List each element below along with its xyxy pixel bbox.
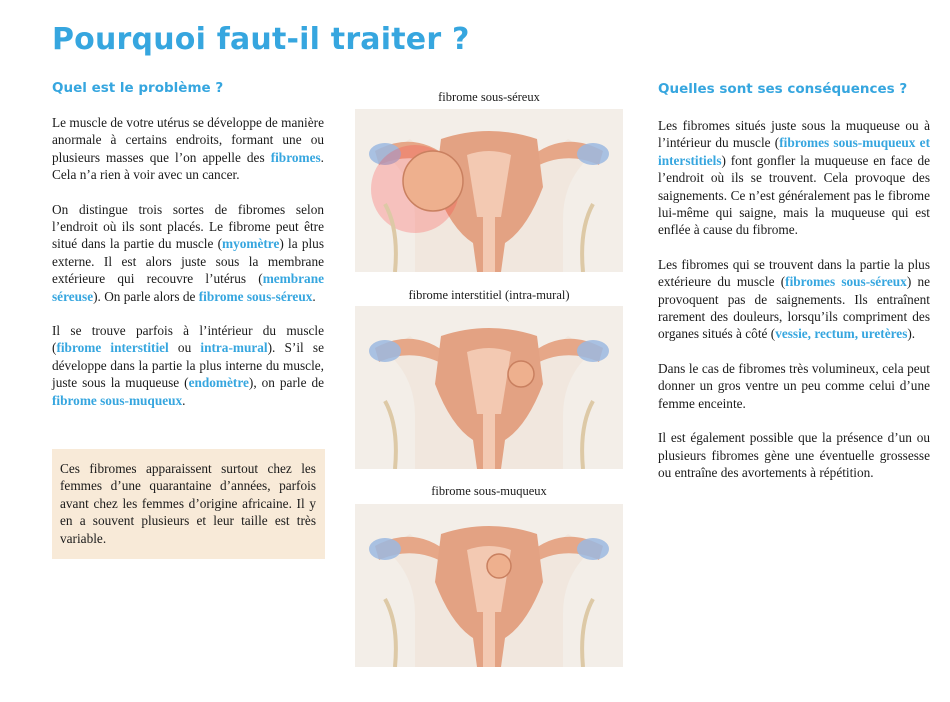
text-run: ). S’il se développe dans la partie la plus interne du muscle, juste sous la muqueuse ( bbox=[52, 340, 324, 391]
text-run: ) ne provoquent pas de saignements. Ils entraînent rarement des douleurs, lorsqu’ils compriment des organes situés à côté ( bbox=[658, 274, 931, 342]
text-run: ou bbox=[168, 340, 201, 356]
left-column bbox=[52, 114, 324, 426]
text-run: Dans le cas de fibromes très volumineux, cela peut donner un gros ventre un peu comme celui d’une femme enceinte. bbox=[658, 360, 930, 411]
caption-sous-sereux: fibrome sous-séreux bbox=[438, 90, 540, 104]
text-run: Le muscle de votre utérus se développe de manière anormale à certains endroits, formant une ou plusieurs masses que l’on appelle des bbox=[52, 115, 324, 165]
highlight-term: membrane séreuse bbox=[52, 271, 324, 304]
text-run: ) font gonfler la muqueuse en face de l’endroit où ils se trouvent. Cela provoque des saignements. Ce n’est généralement pas le fibrome lui-même qui saigne, mais la muqueuse qui est enflée à cause du fibrome. bbox=[658, 152, 930, 238]
text-run: ), on parle de bbox=[248, 375, 324, 391]
text-run: . bbox=[312, 288, 316, 304]
right-column bbox=[658, 117, 930, 498]
highlight-term: endomètre bbox=[188, 375, 249, 391]
text-run: Il se trouve parfois à l’intérieur du muscle ( bbox=[52, 323, 324, 356]
left-paragraph-3 bbox=[52, 322, 324, 409]
page-title: Pourquoi faut-il traiter ? bbox=[52, 22, 470, 57]
highlight-term: vessie, rectum, uretères bbox=[775, 326, 908, 342]
text-run: ) la plus externe. Il est alors juste sous la membrane extérieure qui recouvre l’utérus ( bbox=[52, 236, 324, 287]
left-paragraph-1 bbox=[52, 114, 324, 184]
text-run: Les fibromes qui se trouvent dans la partie la plus extérieure du muscle ( bbox=[658, 256, 930, 290]
right-paragraph-3 bbox=[658, 360, 930, 412]
illustration-sous-sereux bbox=[355, 109, 623, 272]
info-note-text: Ces fibromes apparaissent surtout chez les femmes d’une quarantaine d’années, parfois avant chez les femmes d’origine africaine. Il y en a souvent plusieurs et leur taille est très variable. bbox=[60, 461, 316, 546]
highlight-term: fibrome sous-muqueux bbox=[52, 392, 183, 408]
right-paragraph-1 bbox=[658, 117, 930, 239]
text-run: Les fibromes situés juste sous la muqueuse ou à l’intérieur du muscle ( bbox=[658, 118, 930, 151]
caption-interstitiel: fibrome interstitiel (intra-mural) bbox=[408, 288, 570, 302]
right-heading: Quelles sont ses conséquences ? bbox=[658, 81, 908, 97]
info-note bbox=[52, 449, 325, 559]
text-run: On distingue trois sortes de fibromes selon l’endroit où ils sont placés. Le fibrome peut être situé dans la partie du muscle ( bbox=[52, 201, 324, 252]
text-run: . bbox=[182, 392, 186, 408]
text-run: ). bbox=[907, 326, 916, 342]
caption-sous-muqueux: fibrome sous-muqueux bbox=[431, 484, 547, 498]
highlight-term: fibrome sous-séreux bbox=[198, 288, 313, 304]
text-run: . Cela n’a rien à voir avec un cancer. bbox=[52, 149, 324, 183]
highlight-term: fibromes sous-muqueux et interstitiels bbox=[658, 135, 930, 168]
right-paragraph-2 bbox=[658, 256, 930, 343]
text-run: Il est également possible que la présence d’un ou plusieurs fibromes gène une éventuelle grossesse ou entraîne des avortements à répétition. bbox=[658, 430, 930, 480]
right-paragraph-4 bbox=[658, 429, 930, 481]
highlight-term: intra-mural bbox=[200, 340, 268, 356]
highlight-term: fibrome interstitiel bbox=[56, 340, 169, 356]
highlight-term: fibromes bbox=[270, 149, 321, 165]
illustration-sous-muqueux bbox=[355, 504, 623, 667]
highlight-term: fibromes sous-séreux bbox=[785, 274, 907, 290]
illustration-interstitiel bbox=[355, 306, 623, 469]
text-run: ). On parle alors de bbox=[93, 288, 199, 304]
highlight-term: myomètre bbox=[222, 236, 280, 252]
left-heading: Quel est le problème ? bbox=[52, 80, 224, 96]
left-paragraph-2 bbox=[52, 201, 324, 305]
